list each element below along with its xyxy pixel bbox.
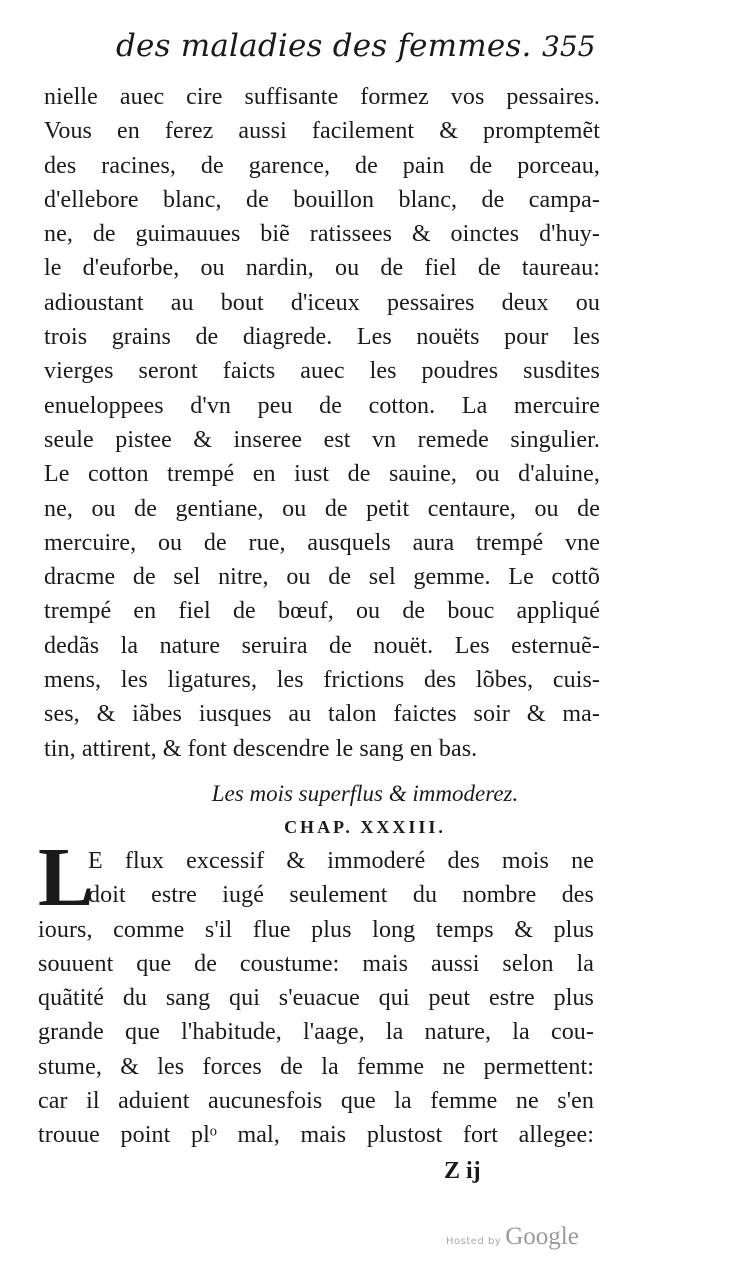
drop-cap: L: [38, 831, 95, 924]
text-line: iours, comme s'il flue plus long temps & plus: [38, 916, 594, 943]
text-line: des racines, de garence, de pain de porceau,: [44, 152, 600, 179]
text-line: enueloppees d'vn peu de cotton. La mercuire: [44, 392, 600, 419]
text-line: mens, les ligatures, les frictions des lõbes, cuis-: [44, 667, 600, 694]
text-line: adioustant au bout d'iceux pessaires deux ou: [44, 289, 600, 316]
text-line: seule pistee & inseree est vn remede singulier.: [44, 426, 600, 453]
text-line: dracme de sel nitre, ou de sel gemme. Le cottõ: [44, 564, 600, 591]
body-paragraph: [44, 80, 600, 766]
text-line: souuent que de coustume: mais aussi selon la: [38, 950, 594, 977]
text-line: ne, ou de gentiane, ou de petit centaure, ou de: [44, 495, 600, 522]
text-line: ne, de guimauues biẽ ratissees & oinctes d'huy-: [44, 221, 600, 248]
text-line: dedãs la nature seruira de nouët. Les esternuẽ-: [44, 632, 600, 659]
text-line: E flux excessif & immoderé des mois ne: [88, 848, 594, 874]
text-line: mercuire, ou de rue, ausquels aura trempé vne: [44, 529, 600, 556]
text-line: grande que l'habitude, l'aage, la nature, la cou-: [38, 1019, 594, 1046]
text-line: nielle auec cire suffisante formez vos pessaires.: [44, 84, 600, 110]
text-line: d'ellebore blanc, de bouillon blanc, de campa-: [44, 186, 600, 213]
text-line: Vous en ferez aussi facilement & promptemẽt: [44, 118, 600, 145]
text-line: doit estre iugé seulement du nombre des: [88, 882, 594, 909]
google-logo: Google: [505, 1223, 579, 1250]
text-line: le d'euforbe, ou nardin, ou de fiel de taureau:: [44, 255, 600, 282]
text-line: ses, & iãbes iusques au talon faictes soir & ma-: [44, 701, 600, 728]
running-head: [0, 26, 730, 72]
text-line: quãtité du sang qui s'euacue qui peut estre plus: [38, 985, 594, 1012]
text-line: tin, attirent, & font descendre le sang en bas.: [44, 735, 478, 762]
running-title: des maladies des femmes.: [116, 28, 532, 64]
signature-mark: Z ij: [444, 1158, 481, 1184]
text-line: trempé en fiel de bœuf, ou de bouc appliqué: [44, 598, 600, 625]
text-line: vierges seront faicts auec les poudres susdites: [44, 358, 600, 385]
watermark: [446, 1223, 579, 1251]
text-line: Le cotton trempé en iust de sauine, ou d'aluine,: [44, 461, 600, 488]
page-number: 355: [542, 30, 596, 63]
chapter-title: Les mois superflus & immoderez.: [211, 781, 519, 806]
chapter-label: CHAP. XXXIII.: [284, 817, 446, 837]
text-line: car il aduient aucunesfois que la femme ne s'en: [38, 1088, 594, 1115]
text-line: trois grains de diagrede. Les nouëts pour les: [44, 324, 600, 351]
watermark-prefix: Hosted by: [446, 1236, 502, 1247]
chapter-paragraph: [38, 831, 594, 1153]
text-line: stume, & les forces de la femme ne permettent:: [38, 1053, 594, 1080]
text-line: trouue point plᵒ mal, mais plustost fort allegee:: [38, 1122, 594, 1149]
